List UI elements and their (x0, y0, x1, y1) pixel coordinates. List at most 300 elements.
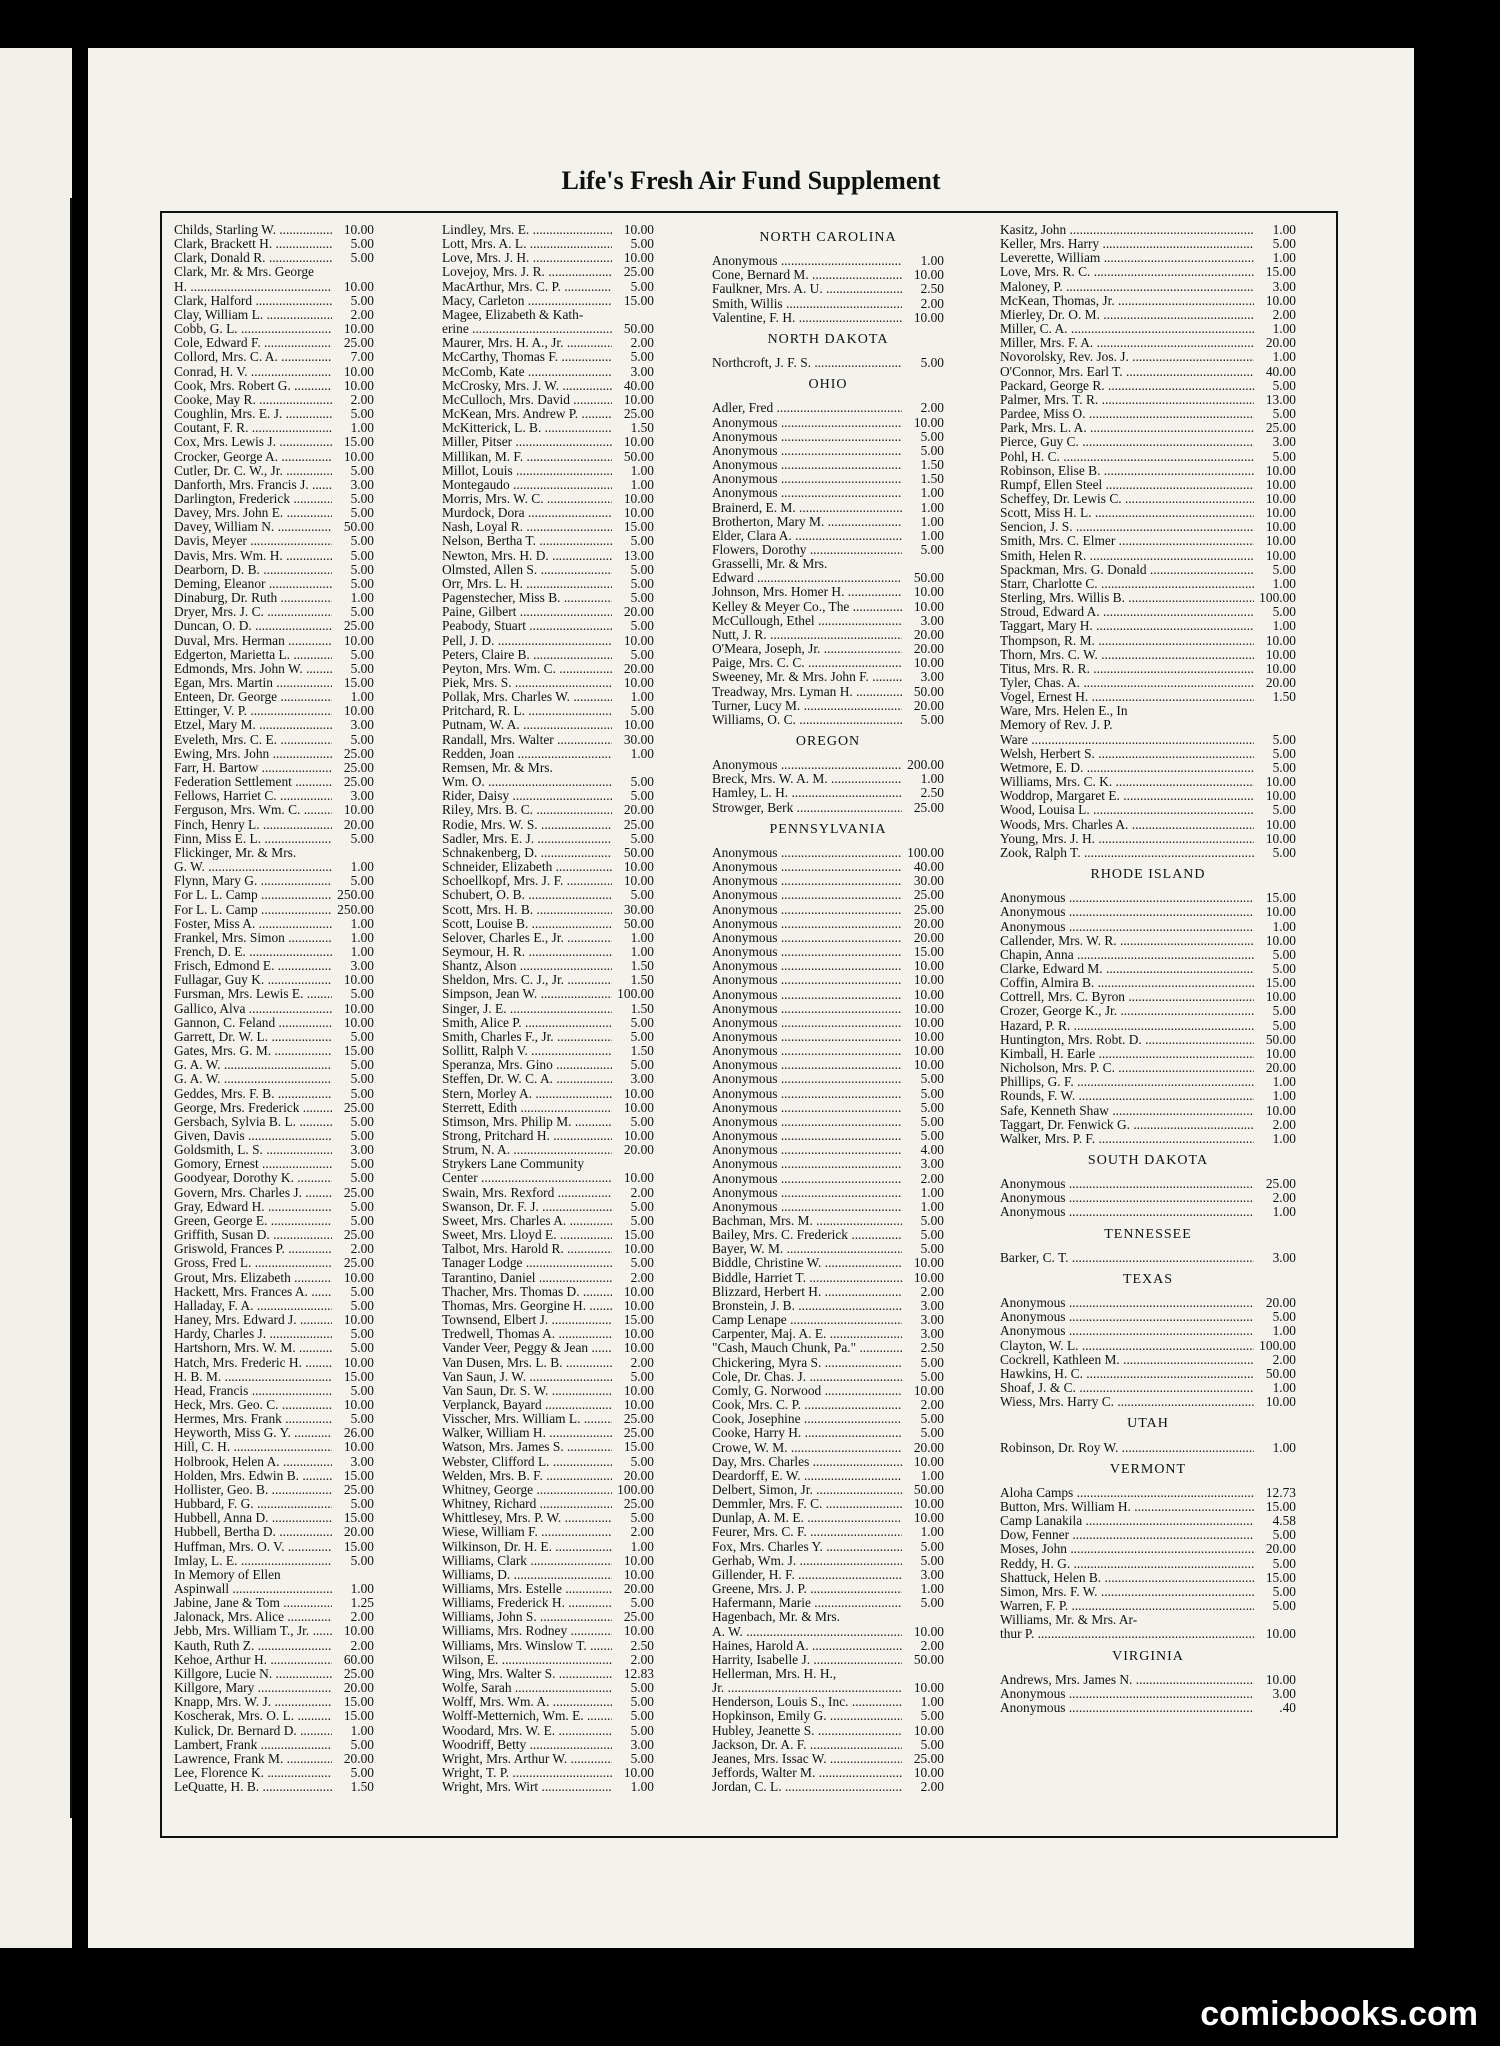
donor-name: Dunlap, A. M. E. ..... (712, 1511, 902, 1525)
donor-name: Cooke, Harry H. ..... (712, 1426, 902, 1440)
donor-name: Cook, Mrs. C. P. ..... (712, 1398, 902, 1412)
donor-row (1000, 803, 1296, 817)
donor-row (174, 1568, 374, 1582)
donor-name: Cone, Bernard M. ..... (712, 268, 902, 282)
donor-row (712, 1341, 944, 1355)
donation-amount: 3.00 (920, 1326, 944, 1342)
donor-row (174, 1002, 374, 1016)
donor-name: Jabine, Jane & Tom ..... (174, 1596, 332, 1610)
donor-row (174, 718, 374, 732)
donor-name: Davey, Mrs. John E. ..... (174, 506, 332, 520)
donor-row (174, 1370, 374, 1384)
donor-row (174, 322, 374, 336)
donation-amount: 3.00 (350, 476, 374, 492)
donation-amount: 5.00 (1272, 745, 1296, 761)
donor-name: Walker, Mrs. P. F. ..... (1000, 1132, 1254, 1146)
donor-row (712, 1667, 944, 1681)
donation-amount: 10.00 (343, 802, 374, 818)
donor-row (712, 529, 944, 543)
donation-amount: 3.00 (1272, 1249, 1296, 1265)
donation-amount: 50.00 (1265, 1365, 1296, 1381)
donor-row (174, 775, 374, 789)
donation-amount: 10.00 (343, 1000, 374, 1016)
donor-name: Orr, Mrs. L. H. ..... (442, 577, 612, 591)
donor-name: Anonymous ..... (712, 888, 902, 902)
donor-name: Anonymous ..... (712, 1115, 902, 1129)
donation-amount: 2.50 (920, 281, 944, 297)
donor-name: Anonymous ..... (712, 874, 902, 888)
donation-amount: 100.00 (617, 1481, 654, 1497)
donation-amount: 10.00 (913, 1623, 944, 1639)
donor-row (712, 557, 944, 571)
donor-row (712, 959, 944, 973)
donor-row (1000, 1557, 1296, 1571)
donor-name: Anonymous ..... (712, 1087, 902, 1101)
donor-name: Van Saun, J. W. ..... (442, 1370, 612, 1384)
donation-amount: 15.00 (1265, 975, 1296, 991)
donation-amount: 5.00 (1272, 561, 1296, 577)
donation-amount: 10.00 (913, 1043, 944, 1059)
donor-name: Darlington, Frederick ..... (174, 492, 332, 506)
donor-name: Pollak, Mrs. Charles W. ..... (442, 690, 612, 704)
donor-row (442, 945, 654, 959)
donation-amount: 1.00 (350, 1722, 374, 1738)
donor-name: Anonymous ..... (712, 458, 902, 472)
donor-row (442, 818, 654, 832)
donor-row (174, 1709, 374, 1723)
donor-row (1000, 1191, 1296, 1205)
donor-row (712, 1044, 944, 1058)
donation-amount: 2.00 (1272, 1116, 1296, 1132)
donor-row (442, 662, 654, 676)
donation-amount: 5.00 (1272, 1003, 1296, 1019)
donor-row (712, 628, 944, 642)
donor-name: Wiese, William F. ..... (442, 1525, 612, 1539)
donor-row (712, 846, 944, 860)
donor-name: Finn, Miss E. L. ..... (174, 832, 332, 846)
donor-name: Townsend, Elbert J. ..... (442, 1313, 612, 1327)
donor-row (442, 1766, 654, 1780)
donation-amount: 60.00 (343, 1651, 374, 1667)
donor-name: Smith, Charles F., Jr. ..... (442, 1030, 612, 1044)
donor-name: Anonymous ..... (1000, 891, 1254, 905)
donor-row (442, 789, 654, 803)
donor-row (442, 1313, 654, 1327)
donor-row (1000, 690, 1296, 704)
donation-amount: 1.00 (1272, 1204, 1296, 1220)
donor-name: Ferguson, Mrs. Wm. C. ..... (174, 803, 332, 817)
donor-row (1000, 1047, 1296, 1061)
donation-amount: 20.00 (913, 1439, 944, 1455)
donor-name: Biddle, Harriet T. ..... (712, 1271, 902, 1285)
donor-row (442, 1511, 654, 1525)
donor-name: Clark, Halford ..... (174, 294, 332, 308)
donation-amount: 200.00 (907, 757, 944, 773)
donor-name: H. B. M. ..... (174, 1370, 332, 1384)
donor-row (712, 458, 944, 472)
donor-row (712, 1681, 944, 1695)
donor-name: Conrad, H. V. ..... (174, 365, 332, 379)
donor-row (712, 1625, 944, 1639)
donation-amount: 10.00 (623, 675, 654, 690)
donor-row (712, 1030, 944, 1044)
donation-amount: 1.50 (630, 972, 654, 988)
donor-name: Grout, Mrs. Elizabeth ..... (174, 1271, 332, 1285)
donor-row (1000, 1019, 1296, 1033)
donor-name: Wilson, E. ..... (442, 1653, 612, 1667)
donor-name: Murdock, Dora ..... (442, 506, 612, 520)
donation-amount: 10.00 (623, 391, 654, 407)
donor-row (174, 1554, 374, 1568)
donation-amount: 2.00 (630, 1184, 654, 1200)
donor-row (712, 1058, 944, 1072)
donation-amount: 1.00 (1272, 1074, 1296, 1090)
donor-row (1000, 747, 1296, 761)
donor-name: Wing, Mrs. Walter S. ..... (442, 1667, 612, 1681)
donation-amount: 25.00 (343, 759, 374, 775)
donor-row (442, 1540, 654, 1554)
donor-row (174, 1511, 374, 1525)
donor-name: Anonymous ..... (712, 1172, 902, 1186)
donor-row (174, 1766, 374, 1780)
donor-name: McKitterick, L. B. ..... (442, 421, 612, 435)
donor-name: Scott, Miss H. L. ..... (1000, 506, 1254, 520)
donor-row (174, 1610, 374, 1624)
donor-row (712, 988, 944, 1002)
donor-name: Cook, Josephine ..... (712, 1412, 902, 1426)
donor-row (1000, 1395, 1296, 1409)
donation-amount: 5.00 (920, 1227, 944, 1243)
donor-name: Davis, Meyer ..... (174, 534, 332, 548)
donation-amount: 20.00 (343, 1680, 374, 1696)
donor-row (442, 1709, 654, 1723)
facing-page-rule (70, 198, 72, 1818)
donor-row (442, 591, 654, 605)
donor-name: Peters, Claire B. ..... (442, 648, 612, 662)
donor-name: Garrett, Dr. W. L. ..... (174, 1030, 332, 1044)
donor-name: Fellows, Harriet C. ..... (174, 789, 332, 803)
donor-row (442, 987, 654, 1001)
donation-amount: 10.00 (913, 1057, 944, 1073)
donor-row (442, 1271, 654, 1285)
donation-amount: 26.00 (343, 1425, 374, 1441)
donation-amount: 10.00 (343, 1014, 374, 1030)
donation-amount: 2.00 (350, 306, 374, 322)
donor-row (174, 1469, 374, 1483)
donor-row (442, 931, 654, 945)
donation-amount: 25.00 (913, 901, 944, 917)
donor-name: Crowe, W. M. ..... (712, 1441, 902, 1455)
donor-row (174, 818, 374, 832)
donation-amount: 5.00 (350, 1340, 374, 1356)
donor-row (712, 1016, 944, 1030)
donor-row (442, 1596, 654, 1610)
donation-amount: 1.00 (1272, 1130, 1296, 1146)
donor-name: Montegaudo ..... (442, 478, 612, 492)
donor-name: Nutt, J. R. ..... (712, 628, 902, 642)
donation-amount: 5.00 (630, 349, 654, 365)
donor-row (712, 713, 944, 727)
donor-row (712, 472, 944, 486)
donor-row (1000, 1486, 1296, 1500)
donation-amount: 5.00 (350, 292, 374, 308)
donor-name: Anonymous ..... (1000, 1177, 1254, 1191)
donation-amount: 10.00 (913, 958, 944, 974)
donor-row (712, 1115, 944, 1129)
donor-row (712, 903, 944, 917)
donor-name: Anonymous ..... (712, 1186, 902, 1200)
donation-amount: 10.00 (1265, 816, 1296, 832)
donor-name: Maloney, P. ..... (1000, 280, 1254, 294)
donor-row (174, 1681, 374, 1695)
donor-row (174, 1016, 374, 1030)
donor-name: Pierce, Guy C. ..... (1000, 435, 1254, 449)
donor-name: Sadler, Mrs. E. J. ..... (442, 832, 612, 846)
donation-amount: 5.00 (630, 1198, 654, 1214)
donor-row (442, 747, 654, 761)
donor-row (442, 350, 654, 364)
donor-name: Wright, Mrs. Arthur W. ..... (442, 1752, 612, 1766)
donation-amount: 5.00 (1272, 1309, 1296, 1325)
donor-name: Valentine, F. H. ..... (712, 311, 902, 325)
page (88, 48, 1414, 1948)
donor-row (174, 1752, 374, 1766)
donation-amount: 2.00 (920, 1637, 944, 1653)
donor-row (174, 690, 374, 704)
donation-amount: 10.00 (1265, 547, 1296, 563)
donation-amount: 10.00 (343, 972, 374, 988)
donor-name: Shoaf, J. & C. ..... (1000, 1381, 1254, 1395)
donation-amount: 10.00 (913, 655, 944, 671)
donor-row (712, 1695, 944, 1709)
donor-row (1000, 1687, 1296, 1701)
donation-amount: 2.00 (920, 1283, 944, 1299)
donor-row (174, 1171, 374, 1185)
donor-row (712, 1610, 944, 1624)
donor-name: Breck, Mrs. W. A. M. ..... (712, 772, 902, 786)
donor-row (1000, 1205, 1296, 1219)
donation-amount: 20.00 (623, 660, 654, 676)
donor-row (712, 1766, 944, 1780)
donor-name: Robinson, Dr. Roy W. ..... (1000, 1441, 1254, 1455)
donor-row (1000, 1353, 1296, 1367)
donor-row (1000, 407, 1296, 421)
donor-name: Clark, Donald R. ..... (174, 251, 332, 265)
donation-amount: 5.00 (920, 1595, 944, 1611)
donor-row (442, 860, 654, 874)
donor-row (712, 501, 944, 515)
donation-amount: 10.00 (913, 1255, 944, 1271)
donation-amount: 10.00 (913, 584, 944, 600)
donor-row (442, 407, 654, 421)
donation-amount: 10.00 (1265, 533, 1296, 549)
donor-name: Pell, J. D. ..... (442, 634, 612, 648)
donation-amount: 5.00 (350, 462, 374, 478)
donor-name: Anonymous ..... (712, 931, 902, 945)
donor-row (712, 656, 944, 670)
donation-amount: 2.00 (630, 1354, 654, 1370)
donor-name: Davis, Mrs. Wm. H. ..... (174, 549, 332, 563)
donor-name: Cole, Edward F. ..... (174, 336, 332, 350)
donor-name: Kauth, Ruth Z. ..... (174, 1639, 332, 1653)
donor-name: Jeanes, Mrs. Issac W. ..... (712, 1752, 902, 1766)
donor-row (174, 1384, 374, 1398)
donation-amount: 3.00 (630, 1071, 654, 1087)
donation-amount: 20.00 (623, 1467, 654, 1483)
donation-amount: 50.00 (623, 844, 654, 860)
donor-name: Lee, Florence K. ..... (174, 1766, 332, 1780)
donor-name: Piek, Mrs. S. ..... (442, 676, 612, 690)
donor-name: McCullough, Ethel ..... (712, 614, 902, 628)
donation-amount: 1.00 (630, 476, 654, 492)
donation-amount: 5.00 (630, 1014, 654, 1030)
donation-amount: 5.00 (1272, 1017, 1296, 1033)
donor-name: In Memory of Ellen (174, 1567, 281, 1582)
donor-name: Strowger, Berk ..... (712, 801, 902, 815)
donation-amount: 1.00 (630, 943, 654, 959)
donor-name: Hellerman, Mrs. H. H., (712, 1667, 837, 1681)
donation-amount: 25.00 (343, 618, 374, 634)
donation-amount: 10.00 (913, 972, 944, 988)
donation-amount: 25.00 (343, 1481, 374, 1497)
donation-amount: 5.00 (350, 660, 374, 676)
donor-row (712, 1752, 944, 1766)
donor-row (1000, 1061, 1296, 1075)
donor-row (442, 1356, 654, 1370)
donation-amount: 3.00 (920, 1297, 944, 1313)
donation-amount: 25.00 (343, 1099, 374, 1115)
donation-amount: 10.00 (913, 986, 944, 1002)
donation-amount: 1.00 (920, 499, 944, 515)
donation-amount: 2.50 (920, 785, 944, 801)
donor-row (1000, 450, 1296, 464)
donation-amount: 10.00 (913, 1453, 944, 1469)
donor-name: Chickering, Myra S. ..... (712, 1356, 902, 1370)
donor-name: Coughlin, Mrs. E. J. ..... (174, 407, 332, 421)
donor-row (1000, 1441, 1296, 1455)
donor-name: Seymour, H. R. ..... (442, 945, 612, 959)
donation-amount: 20.00 (623, 1142, 654, 1158)
donation-amount: 1.00 (350, 943, 374, 959)
donor-name: Hill, C. H. ..... (174, 1440, 332, 1454)
donor-name: Bachman, Mrs. M. ..... (712, 1214, 902, 1228)
donor-name: Northcroft, J. F. S. ..... (712, 356, 902, 370)
page-title: Life's Fresh Air Fund Supplement (561, 166, 941, 195)
donor-row (174, 591, 374, 605)
donor-row (442, 1370, 654, 1384)
donation-amount: 5.00 (350, 490, 374, 506)
donor-row (1000, 662, 1296, 676)
donor-row (712, 1256, 944, 1270)
donor-name: Adler, Fred ..... (712, 401, 902, 415)
donor-row (174, 917, 374, 931)
donor-name: Remsen, Mr. & Mrs. (442, 760, 553, 775)
donor-name: Walker, William H. ..... (442, 1426, 612, 1440)
donation-amount: 10.00 (623, 1765, 654, 1781)
donor-name: Ettinger, V. P. ..... (174, 704, 332, 718)
donor-name: For L. L. Camp ..... (174, 888, 332, 902)
donor-name: Scheffey, Dr. Lewis C. ..... (1000, 492, 1254, 506)
donor-row (1000, 223, 1296, 237)
donation-amount: 20.00 (343, 816, 374, 832)
donor-row (1000, 605, 1296, 619)
donor-name: Riley, Mrs. B. C. ..... (442, 803, 612, 817)
donation-amount: 1.00 (350, 1581, 374, 1596)
donation-amount: 10.00 (1265, 660, 1296, 676)
donor-row (174, 605, 374, 619)
donor-name: Crocker, George A. ..... (174, 450, 332, 464)
donor-name: Jordan, C. L. ..... (712, 1780, 902, 1794)
donation-amount: 1.50 (630, 1043, 654, 1059)
donor-name: Lawrence, Frank M. ..... (174, 1752, 332, 1766)
donation-amount: 5.00 (630, 1057, 654, 1073)
donor-row (712, 1200, 944, 1214)
donor-name: McComb, Kate ..... (442, 365, 612, 379)
donor-row (174, 1271, 374, 1285)
donor-row (442, 1115, 654, 1129)
donation-amount: 25.00 (623, 406, 654, 422)
donation-amount: 5.00 (1272, 406, 1296, 422)
donor-row (1000, 789, 1296, 803)
donor-row (174, 294, 374, 308)
donation-amount: 1.00 (920, 485, 944, 501)
donor-row (712, 585, 944, 599)
donation-amount: 5.00 (350, 1113, 374, 1129)
donor-name: Tyler, Chas. A. ..... (1000, 676, 1254, 690)
donor-row (442, 492, 654, 506)
donor-name: Rider, Daisy ..... (442, 789, 612, 803)
donor-row (442, 1242, 654, 1256)
donor-name: Camp Lenape ..... (712, 1313, 902, 1327)
donor-row (712, 1072, 944, 1086)
donor-name: Redden, Joan ..... (442, 747, 612, 761)
donor-name: Halladay, F. A. ..... (174, 1299, 332, 1313)
donation-amount: 20.00 (623, 802, 654, 818)
donation-amount: 10.00 (343, 222, 374, 237)
donor-row (1000, 350, 1296, 364)
donor-row (174, 676, 374, 690)
donor-row (174, 435, 374, 449)
donor-row (442, 1016, 654, 1030)
donor-name: Hubbell, Bertha D. ..... (174, 1525, 332, 1539)
donation-amount: 2.00 (920, 1397, 944, 1413)
donation-amount: 1.00 (920, 1694, 944, 1710)
donor-row (1000, 761, 1296, 775)
donor-name: Knapp, Mrs. W. J. ..... (174, 1695, 332, 1709)
donor-name: Center ..... (442, 1171, 612, 1185)
donor-name: Safe, Kenneth Shaw ..... (1000, 1104, 1254, 1118)
donor-name: Schoellkopf, Mrs. J. F. ..... (442, 874, 612, 888)
donor-row (174, 1455, 374, 1469)
donor-name: Wright, Mrs. Wirt ..... (442, 1780, 612, 1794)
donor-row (1000, 251, 1296, 265)
donor-name: Hawkins, H. C. ..... (1000, 1367, 1254, 1381)
donor-row (1000, 1104, 1296, 1118)
donor-row (442, 421, 654, 435)
donor-name: Head, Francis ..... (174, 1384, 332, 1398)
donor-row (174, 1200, 374, 1214)
donation-amount: 5.00 (630, 1595, 654, 1611)
donation-amount: 2.00 (920, 295, 944, 311)
donor-name: Nash, Loyal R. ..... (442, 520, 612, 534)
donor-name: Dearborn, D. B. ..... (174, 563, 332, 577)
donor-name: Coffin, Almira B. ..... (1000, 976, 1254, 990)
donation-amount: 20.00 (913, 626, 944, 642)
donor-name: Crozer, George K., Jr. ..... (1000, 1004, 1254, 1018)
donor-name: Hermes, Mrs. Frank ..... (174, 1412, 332, 1426)
donor-name: Williams, Mrs. Rodney ..... (442, 1624, 612, 1638)
state-heading: VERMONT (1109, 1461, 1187, 1477)
